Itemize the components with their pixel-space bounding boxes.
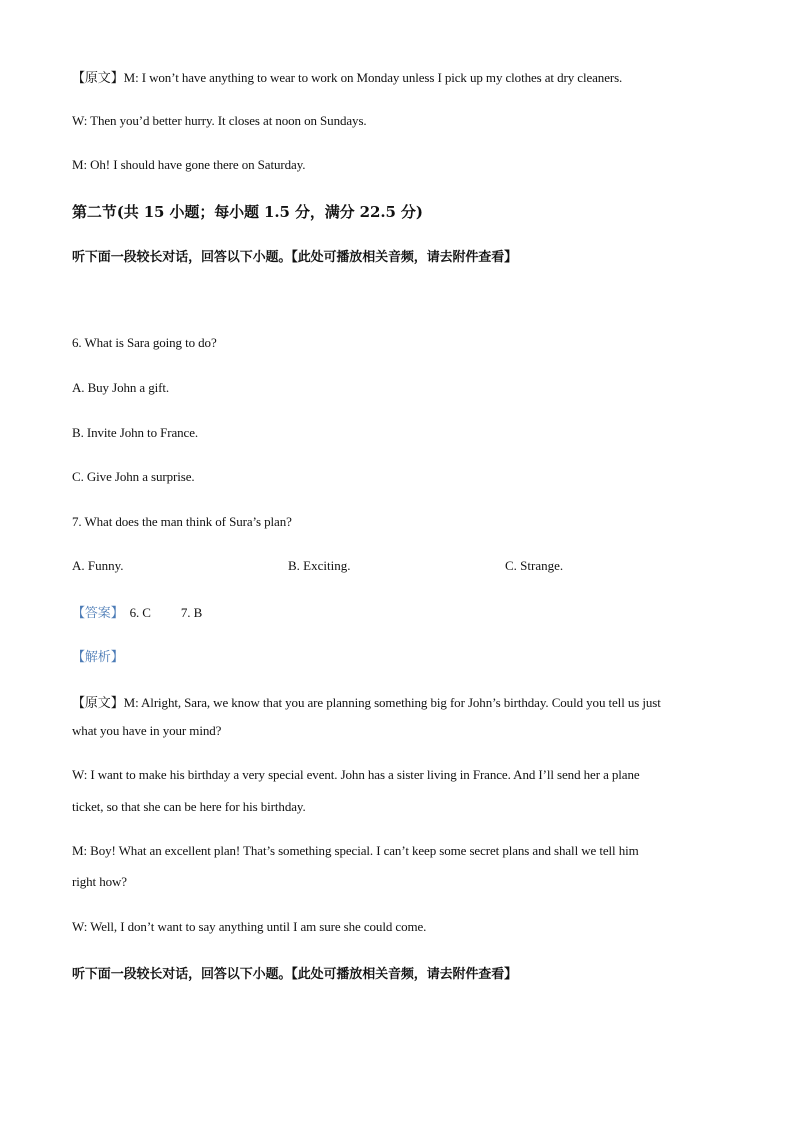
- transcript-line-2: W: Then you’d better hurry. It closes at noon on Sundays.: [72, 113, 367, 128]
- transcript-text: M: Alright, Sara, we know that you are planning something big for John’s birthday. Could you tell us just: [123, 695, 661, 710]
- original-text-tag: 【原文】: [72, 696, 124, 711]
- question-7-option-b: B. Exciting.: [288, 558, 351, 573]
- transcript-line-3: M: Oh! I should have gone there on Saturday.: [72, 157, 306, 172]
- transcript2-line-5: M: Boy! What an excellent plan! That’s something special. I can’t keep some secret plans and shall we tell him: [72, 843, 639, 858]
- transcript2-line-7: W: Well, I don’t want to say anything until I am sure she could come.: [72, 919, 427, 934]
- transcript-line-1: [72, 67, 622, 86]
- original-text-tag: 【原文】: [72, 71, 124, 86]
- transcript2-line-4: ticket, so that she can be here for his birthday.: [72, 799, 306, 814]
- transcript2-line-2: what you have in your mind?: [72, 723, 222, 738]
- listening-instruction: 听下面一段较长对话，回答以下小题。【此处可播放相关音频，请去附件查看】: [72, 250, 518, 265]
- answer-6: 6. C: [129, 605, 151, 620]
- answer-tag: 【答案】: [72, 606, 124, 621]
- section-heading: 第二节(共 15 小题；每小题 1.5 分，满分 22.5 分): [72, 203, 423, 221]
- listening-instruction-2: 听下面一段较长对话，回答以下小题。【此处可播放相关音频，请去附件查看】: [72, 967, 518, 982]
- transcript2-line-1: [72, 692, 661, 711]
- question-6-option-b: B. Invite John to France.: [72, 425, 199, 440]
- transcript2-line-6: right how?: [72, 874, 127, 889]
- transcript2-line-3: W: I want to make his birthday a very special event. John has a sister living in France. And I’ll send her a plane: [72, 767, 640, 782]
- question-6-option-c: C. Give John a surprise.: [72, 469, 195, 484]
- transcript-text: M: I won’t have anything to wear to work on Monday unless I pick up my clothes at dry cleaners.: [123, 70, 623, 85]
- answer-line: [72, 602, 202, 621]
- question-6-option-a: A. Buy John a gift.: [72, 380, 170, 395]
- analysis-tag: 【解析】: [72, 650, 124, 665]
- question-7-option-c: C. Strange.: [505, 558, 564, 573]
- question-7-option-a: A. Funny.: [72, 558, 124, 573]
- question-6: 6. What is Sara going to do?: [72, 335, 217, 350]
- question-7: 7. What does the man think of Sura’s plan?: [72, 514, 292, 529]
- answer-7: 7. B: [180, 605, 203, 620]
